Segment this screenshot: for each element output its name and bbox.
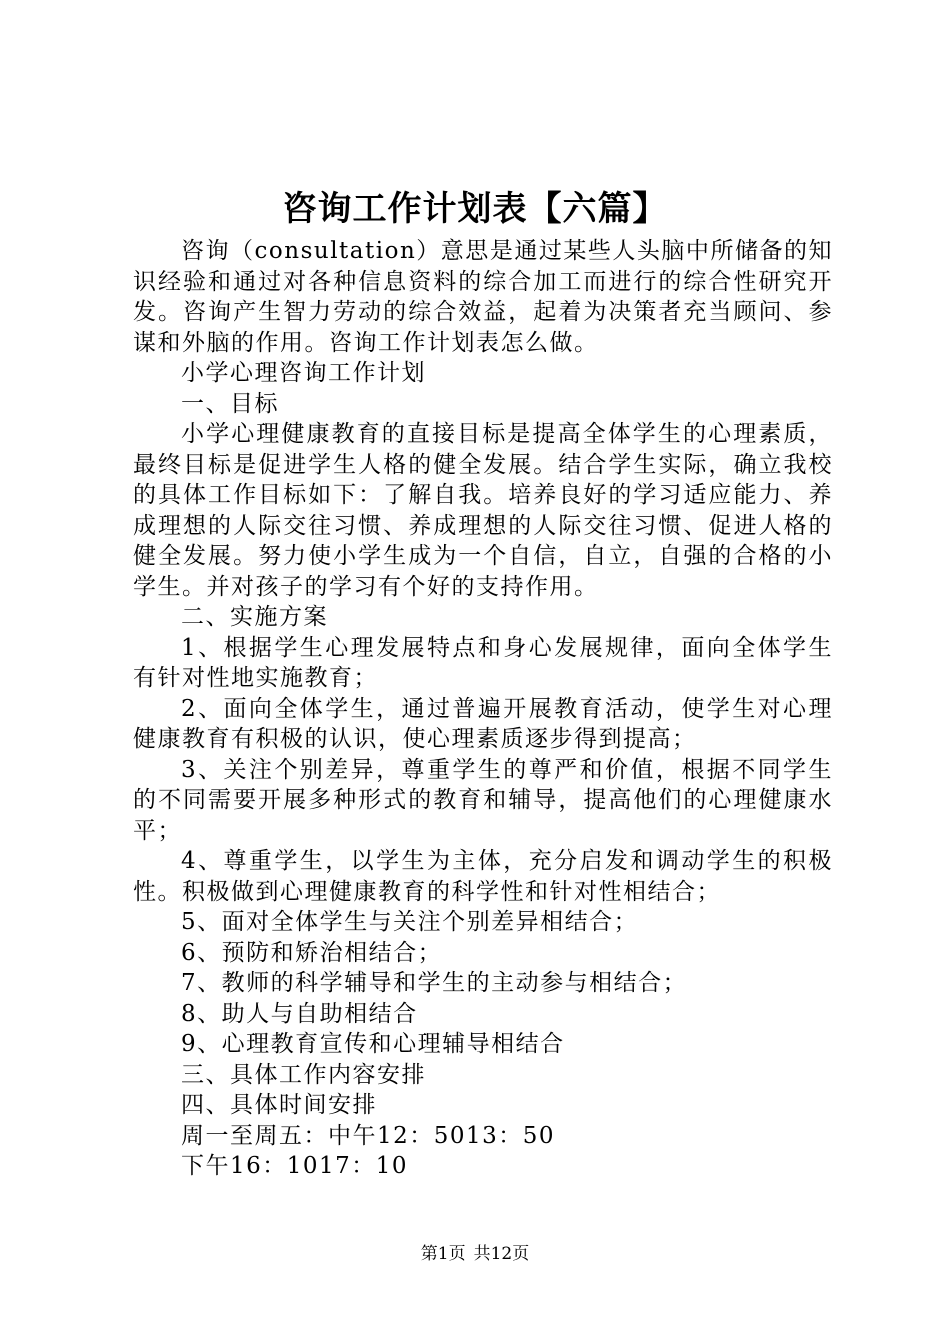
page-number: 第1页 <box>420 1244 466 1264</box>
paragraph-item-1: 1、根据学生心理发展特点和身心发展规律，面向全体学生有针对性地实施教育； <box>133 634 833 691</box>
page-total: 共12页 <box>473 1244 530 1264</box>
document-title: 咨询工作计划表【六篇】 <box>282 189 668 229</box>
paragraph-item-4: 4、尊重学生，以学生为主体，充分启发和调动学生的积极性。积极做到心理健康教育的科学性和针对性相结合； <box>133 848 833 905</box>
paragraph-item-3: 3、关注个别差异，尊重学生的尊严和价值，根据不同学生的不同需要开展多种形式的教育和辅导，提高他们的心理健康水平； <box>133 756 833 844</box>
paragraph-item-7: 7、教师的科学辅导和学生的主动参与相结合； <box>181 970 688 996</box>
paragraph-section-content: 三、具体工作内容安排 <box>181 1061 426 1088</box>
paragraph-item-8: 8、助人与自助相结合 <box>181 1000 418 1027</box>
paragraph-intro: 咨询（consultation）意思是通过某些人头脑中所储备的知识经验和通过对各种信息资料的综合加工而进行的综合性研究开发。咨询产生智力劳动的综合效益，起着为决策者充当顾问、参谋和外脑的作用。咨询工作计划表怎么做。 <box>133 238 833 356</box>
paragraph-schedule-noon: 周一至周五：中午12：5013：50 <box>181 1122 556 1149</box>
paragraph-goal-text: 小学心理健康教育的直接目标是提高全体学生的心理素质，最终目标是促进学生人格的健全发展。结合学生实际，确立我校的具体工作目标如下：了解自我。培养良好的学习适应能力、养成理想的人际交往习惯、养成理想的人际交往习惯、促进人格的健全发展。努力使小学生成为一个自信，自立，自强的合格的小学生。并对孩子的学习有个好的支持作用。 <box>133 421 833 600</box>
paragraph-plan-heading: 小学心理咨询工作计划 <box>181 360 426 386</box>
page-footer <box>0 1240 950 1268</box>
paragraph-schedule-afternoon: 下午16：1017：10 <box>181 1153 409 1179</box>
paragraph-section-plan: 二、实施方案 <box>181 604 328 630</box>
paragraph-section-schedule: 四、具体时间安排 <box>181 1092 377 1118</box>
paragraph-section-goal: 一、目标 <box>181 390 279 417</box>
paragraph-item-6: 6、预防和矫治相结合； <box>181 939 443 966</box>
paragraph-item-9: 9、心理教育宣传和心理辅导相结合 <box>181 1031 565 1057</box>
document-body <box>133 236 833 1182</box>
paragraph-item-2: 2、面向全体学生，通过普遍开展教育活动，使学生对心理健康教育有积极的认识，使心理素质逐步得到提高； <box>133 695 833 752</box>
paragraph-item-5: 5、面对全体学生与关注个别差异相结合； <box>181 909 639 935</box>
